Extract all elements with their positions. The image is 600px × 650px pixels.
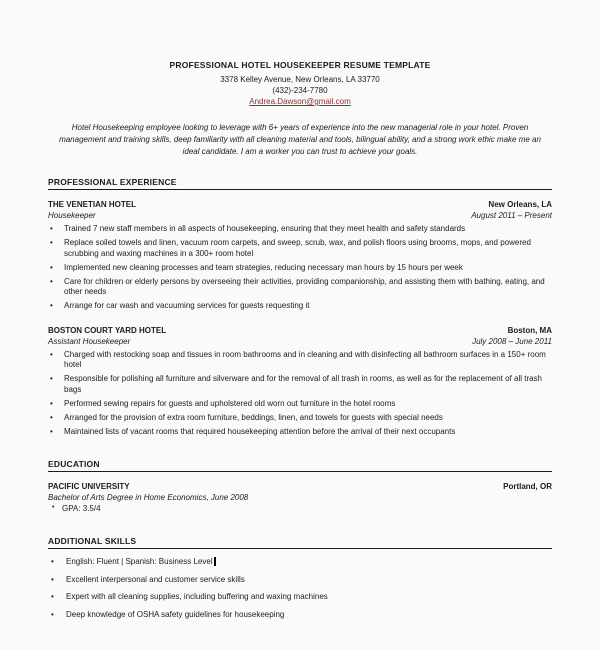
bullet-icon: • — [50, 238, 53, 247]
gpa-row — [48, 504, 552, 513]
summary-paragraph: Hotel Housekeeping employee looking to leverage with 6+ years of experience into the new managerial role in your hotel. Proven management and training skills, deep familiarity with all cleaning material and tools, bilingual ability, and a strong work ethic make me an ideal candidate. I am a worker you can trust to achieve your goals. — [59, 123, 541, 156]
bullet-icon: • — [50, 349, 53, 359]
bullet-text: Implemented new cleaning processes and team strategies, reducing necessary man hours by 15 hours per week — [64, 262, 463, 272]
education-heading: EDUCATION — [48, 459, 552, 472]
bullet-text: Trained 7 new staff members in all aspects of housekeeping, ensuring that they meet health and safety standards — [64, 224, 466, 233]
job-boston-court-yard-hotel — [48, 326, 552, 438]
text-cursor — [214, 557, 216, 566]
company-name: BOSTON COURT YARD HOTEL — [48, 325, 167, 335]
job-title-row — [48, 326, 552, 335]
skill-text: Excellent interpersonal and customer service skills — [66, 574, 245, 584]
skill-item — [48, 575, 552, 586]
email-line — [48, 96, 552, 107]
bullet-text: Arrange for car wash and vacuuming services for guests requesting it — [64, 301, 310, 310]
school-name: PACIFIC UNIVERSITY — [48, 482, 130, 491]
bullet-item — [48, 399, 552, 410]
address-line: 3378 Kelley Avenue, New Orleans, LA 33770 — [220, 75, 380, 84]
experience-heading: PROFESSIONAL EXPERIENCE — [48, 177, 552, 190]
company-name: THE VENETIAN HOTEL — [48, 200, 137, 209]
job-role: Housekeeper — [48, 211, 96, 220]
job-dates: July 2008 – June 2011 — [472, 336, 552, 346]
skill-text: Expert with all cleaning supplies, including buffering and waxing machines — [66, 592, 328, 601]
skills-list — [48, 557, 552, 620]
bullet-text: Responsible for polishing all furniture and silverware and for the removal of all trash in rooms, as well as for the replacement of all trash bags — [64, 374, 543, 394]
bullet-text: Arranged for the provision of extra room furniture, beddings, linen, and towels for guests with special needs — [64, 412, 443, 422]
bullet-icon: • — [50, 374, 53, 383]
job-role-row — [48, 211, 552, 220]
resume-header — [48, 60, 552, 107]
bullet-item — [48, 374, 552, 395]
bullet-icon: • — [51, 557, 54, 566]
skill-text: Deep knowledge of OSHA safety guidelines for housekeeping — [66, 609, 285, 619]
bullet-text: Maintained lists of vacant rooms that required housekeeping attention before the arrival of their next occupants — [64, 426, 456, 436]
skill-item — [48, 610, 552, 621]
skills-heading: ADDITIONAL SKILLS — [48, 536, 552, 549]
skill-text: English: Fluent | Spanish: Business Level — [66, 557, 216, 568]
bullet-item — [48, 301, 552, 312]
bullet-item — [48, 238, 552, 259]
company-location: New Orleans, LA — [488, 200, 552, 209]
bullet-icon: • — [50, 224, 53, 233]
bullet-text: Charged with restocking soap and tissues in room bathrooms and in cleaning and with disinfecting all bathroom surfaces in a 150+ room hotel — [64, 349, 546, 369]
job-title-row — [48, 200, 552, 209]
job-role-row — [48, 337, 552, 346]
job-dates: August 2011 – Present — [471, 211, 552, 220]
bullet-text: Performed sewing repairs for guests and upholstered old worn out furniture in the hotel rooms — [64, 398, 396, 408]
section-education — [48, 459, 552, 513]
skill-item — [48, 592, 552, 603]
section-additional-skills — [48, 536, 552, 620]
school-title-row — [48, 482, 552, 491]
bullet-icon: • — [50, 426, 53, 436]
bullet-icon: • — [50, 301, 53, 310]
bullet-item — [48, 224, 552, 235]
gpa-text: GPA: 3.5/4 — [62, 504, 101, 513]
degree-line: Bachelor of Arts Degree in Home Economics, June 2008 — [48, 493, 249, 502]
company-location: Boston, MA — [507, 325, 552, 335]
job-bullet-list — [48, 350, 552, 438]
school-location: Portland, OR — [503, 482, 552, 491]
job-bullet-list — [48, 224, 552, 312]
bullet-icon: • — [50, 262, 53, 272]
bullet-icon: • — [50, 412, 53, 422]
education-entry — [48, 482, 552, 513]
bullet-icon: • — [51, 609, 54, 619]
bullet-item — [48, 277, 552, 298]
bullet-icon: • — [51, 574, 54, 584]
resume-title: PROFESSIONAL HOTEL HOUSEKEEPER RESUME TEMPLATE — [169, 60, 431, 70]
phone-line: (432)-234-7780 — [272, 86, 328, 95]
bullet-icon: • — [51, 592, 54, 601]
bullet-text: Replace soiled towels and linen, vacuum room carpets, and sweep, scrub, wax, and polish floors using brooms, mops, and powered scrubbing and waxing machines in a 300+ room hotel — [64, 238, 531, 258]
bullet-item — [48, 350, 552, 371]
bullet-icon: • — [50, 276, 53, 286]
job-venetian-hotel — [48, 200, 552, 312]
bullet-item — [48, 263, 552, 274]
skill-item — [48, 557, 552, 568]
section-professional-experience — [48, 177, 552, 437]
bullet-icon: • — [50, 398, 53, 408]
job-role: Assistant Housekeeper — [48, 336, 131, 346]
bullet-text: Care for children or elderly persons by overseeing their activities, providing companionship, and assisting them with bathing, eating, and other needs — [64, 276, 545, 296]
email-link[interactable]: Andrea.Dawson@gmail.com — [249, 97, 351, 106]
bullet-item — [48, 413, 552, 424]
bullet-item — [48, 427, 552, 438]
bullet-icon: • — [52, 504, 55, 511]
